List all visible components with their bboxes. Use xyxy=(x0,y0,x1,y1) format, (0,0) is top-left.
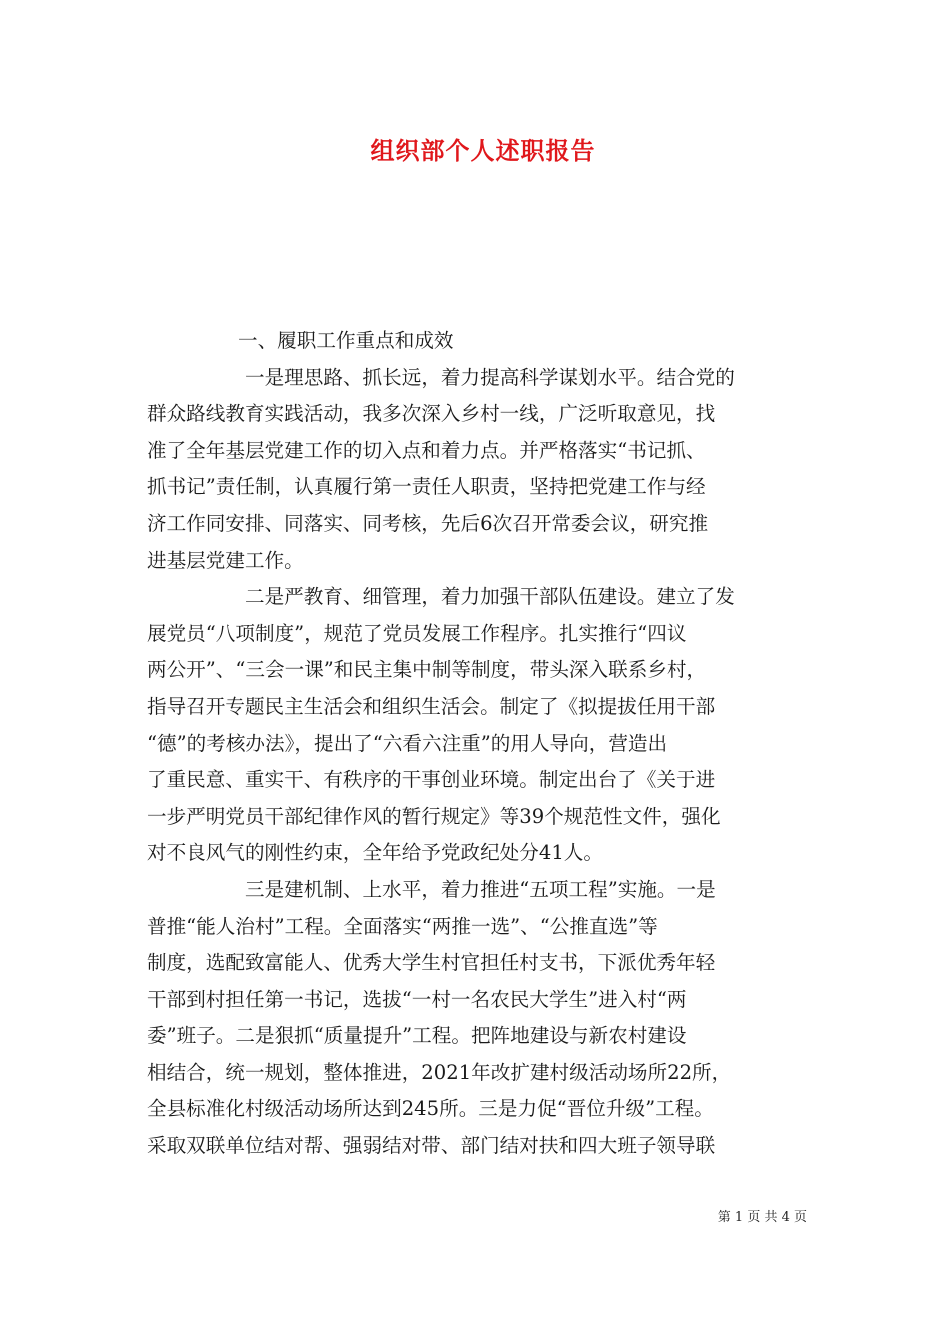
paragraph-line: 一步严明党员干部纪律作风的暂行规定》等39个规范性文件，强化 xyxy=(147,804,721,828)
paragraph-line: 一是理思路、抓长远，着力提高科学谋划水平。结合党的 xyxy=(245,365,735,389)
paragraph-line: 委”班子。二是狠抓“质量提升”工程。把阵地建设与新农村建设 xyxy=(147,1024,687,1048)
paragraph-line: 了重民意、重实干、有秩序的干事创业环境。制定出台了《关于进 xyxy=(147,768,716,792)
document-body xyxy=(147,323,807,1165)
paragraph-line: 群众路线教育实践活动，我多次深入乡村一线，广泛听取意见，找 xyxy=(147,402,716,426)
paragraph-line: 对不良风气的刚性约束，全年给予党政纪处分41人。 xyxy=(147,841,603,865)
paragraph-line: 抓书记”责任制，认真履行第一责任人职责，坚持把党建工作与经 xyxy=(147,475,706,499)
paragraph-line: 两公开”、“三会一课”和民主集中制等制度，带头深入联系乡村， xyxy=(147,658,707,682)
paragraph-line: 展党员“八项制度”，规范了党员发展工作程序。扎实推行“四议 xyxy=(147,621,687,645)
paragraph-line: 全县标准化村级活动场所达到245所。三是力促“晋位升级”工程。 xyxy=(147,1097,714,1121)
section-heading: 一、履职工作重点和成效 xyxy=(238,329,454,352)
paragraph-line: 普推“能人治村”工程。全面落实“两推一选”、“公推直选”等 xyxy=(147,914,658,938)
paragraph-line: 采取双联单位结对帮、强弱结对带、部门结对扶和四大班子领导联 xyxy=(147,1134,716,1158)
document-title: 组织部个人述职报告 xyxy=(370,136,596,165)
page-number: 第 1 页 共 4 页 xyxy=(717,1210,807,1225)
paragraph-line: “德”的考核办法》，提出了“六看六注重”的用人导向，营造出 xyxy=(147,731,668,755)
paragraph-line: 济工作同安排、同落实、同考核，先后6次召开常委会议，研究推 xyxy=(147,511,709,535)
paragraph-line: 三是建机制、上水平，着力推进“五项工程”实施。一是 xyxy=(245,877,716,901)
paragraph-line: 制度，选配致富能人、优秀大学生村官担任村支书，下派优秀年轻 xyxy=(147,951,716,975)
paragraph-line: 相结合，统一规划，整体推进，2021年改扩建村级活动场所22所， xyxy=(147,1060,732,1084)
paragraph-line: 干部到村担任第一书记，选拔“一村一名农民大学生”进入村“两 xyxy=(147,987,687,1011)
paragraph-line: 进基层党建工作。 xyxy=(147,548,304,572)
paragraph-line: 准了全年基层党建工作的切入点和着力点。并严格落实“书记抓、 xyxy=(147,438,706,462)
paragraph-line: 指导召开专题民主生活会和组织生活会。制定了《拟提拔任用干部 xyxy=(147,694,716,718)
paragraph-line: 二是严教育、细管理，着力加强干部队伍建设。建立了发 xyxy=(245,585,735,609)
